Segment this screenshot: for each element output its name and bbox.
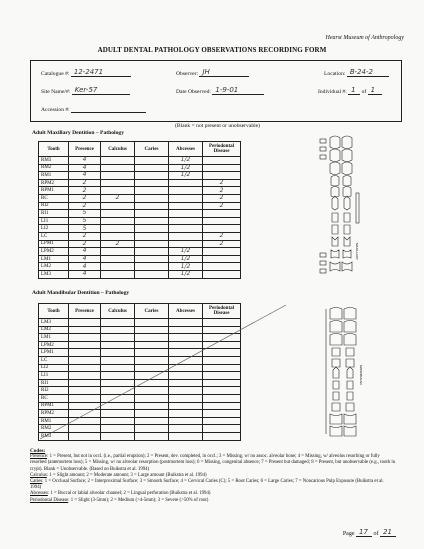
- maxillary-calculus-cell[interactable]: [101, 202, 135, 210]
- maxillary-calculus-cell[interactable]: [101, 240, 135, 248]
- tooth-id: [39, 172, 69, 180]
- cell-value: 4: [82, 262, 87, 270]
- mandibular-chart-label: MANDIBULAR: [359, 365, 363, 385]
- cell-value: 4: [82, 247, 87, 255]
- tooth-id: [39, 263, 69, 271]
- tooth-id: [39, 202, 69, 210]
- maxillary-col-header: Caries: [135, 142, 169, 157]
- codes-presence: Presence: 1 = Present, but not in occl. (i.e., partial eruption); 2 = Present, dev. completed, in occl.; 3 = Missing, w/ no assoc. alveolar bone; 4 = Missing, w/ alveolus resorbing or fully resorbed (antemortem loss); 5 = Missing, w/ no alveolar resorption (postmortem loss); 6 = Missing, congenital absence; 7 = Present but damaged; 8 = Present, but unobservable (e.g., tooth in crypt). Blank = Unobservable. (Based on Buikstra et al. 1994): [30, 454, 396, 472]
- cell-value: 1/2: [180, 262, 191, 270]
- maxillary-row: [39, 210, 241, 218]
- maxillary-presence-cell[interactable]: [69, 270, 101, 278]
- maxillary-row: [39, 240, 241, 248]
- maxillary-row: [39, 157, 241, 165]
- cell-value: 1/2: [180, 270, 191, 278]
- tooth-id: [39, 255, 69, 263]
- maxillary-abcesses-cell[interactable]: [169, 187, 203, 195]
- cell-value: 4: [82, 156, 87, 164]
- tooth-label: LC: [41, 233, 48, 239]
- date-field[interactable]: [176, 87, 264, 95]
- accession-label: Accession #:: [41, 107, 70, 113]
- maxillary-periodontal-cell[interactable]: [203, 240, 241, 248]
- mandibular-col-header: Tooth: [39, 304, 69, 319]
- cell-value: 1/2: [180, 156, 191, 164]
- mandibular-col-header: Abcesses: [169, 304, 203, 319]
- tooth-label: LC: [41, 357, 48, 363]
- maxillary-caries-cell[interactable]: [135, 172, 169, 180]
- tooth-id: [39, 179, 69, 187]
- maxillary-calculus-cell[interactable]: [101, 270, 135, 278]
- tooth-id: [39, 187, 69, 195]
- header-box: [30, 60, 402, 122]
- maxillary-table: [38, 141, 241, 279]
- site-field[interactable]: [41, 87, 130, 95]
- codes-periodontal: Periodontal Disease: 1 = Slight (3-5mm); 2 = Medium (>4-5mm); 3 = Severe (>50% of root): [30, 497, 209, 503]
- date-label: Date Observed:: [176, 89, 211, 95]
- tooth-label: RPM2: [41, 410, 55, 416]
- tooth-id: [39, 270, 69, 278]
- page-current: 17: [359, 528, 368, 536]
- maxillary-row: [39, 194, 241, 202]
- maxillary-caries-cell[interactable]: [135, 164, 169, 172]
- cell-value: 2: [219, 201, 224, 209]
- cell-value: 4: [82, 270, 87, 278]
- maxillary-row: [39, 172, 241, 180]
- tooth-label: RC: [41, 195, 48, 201]
- maxillary-periodontal-cell[interactable]: [203, 248, 241, 256]
- individual-value: 1: [351, 86, 356, 94]
- maxillary-periodontal-cell[interactable]: [203, 217, 241, 225]
- maxillary-calculus-cell[interactable]: [101, 172, 135, 180]
- codes-calculus: Calculus: 1 = Slight amount; 2 = Moderate amount; 3 = Large amount (Buikstra et al. 1994): [30, 472, 207, 478]
- cell-value: 1/2: [180, 255, 191, 263]
- maxillary-row: [39, 263, 241, 271]
- codes-legend: [30, 448, 396, 504]
- tooth-id: [39, 248, 69, 256]
- blank-note: (Blank = not present or unobservable): [175, 123, 261, 129]
- cell-value: 1/2: [180, 163, 191, 171]
- tooth-label: RM3: [41, 433, 52, 439]
- catalogue-value: 12-2471: [73, 68, 104, 76]
- maxillary-calculus-cell[interactable]: [101, 248, 135, 256]
- tooth-label: LM2: [41, 327, 51, 333]
- maxillary-col-header: Abcesses: [169, 142, 203, 157]
- tooth-label: LM3: [41, 319, 51, 325]
- maxillary-periodontal-cell[interactable]: [203, 263, 241, 271]
- maxillary-calculus-cell[interactable]: [101, 210, 135, 218]
- maxillary-abcesses-cell[interactable]: [169, 270, 203, 278]
- cell-value: 2: [115, 194, 120, 202]
- maxillary-row: [39, 248, 241, 256]
- mandibular-col-header: Presence: [69, 304, 101, 319]
- location-value: B-24-2: [349, 68, 373, 76]
- mandibular-strike-line: [38, 303, 288, 441]
- tooth-label: LI1: [41, 218, 49, 224]
- tooth-id: [39, 194, 69, 202]
- tooth-label: LPM2: [41, 248, 54, 254]
- tooth-label: RPM1: [41, 188, 55, 194]
- cell-value: 4: [82, 255, 87, 263]
- cell-value: 2: [219, 179, 224, 187]
- tooth-id: [39, 164, 69, 172]
- tooth-label: LI1: [41, 372, 49, 378]
- cell-value: 2: [219, 239, 224, 247]
- mandibular-dental-chart: [318, 305, 370, 440]
- tooth-id: [39, 210, 69, 218]
- maxillary-calculus-cell[interactable]: [101, 164, 135, 172]
- tooth-label: RM2: [41, 426, 52, 432]
- mandibular-col-header: Caries: [135, 304, 169, 319]
- maxillary-row: [39, 179, 241, 187]
- cell-value: 2: [82, 239, 87, 247]
- maxillary-calculus-cell[interactable]: [101, 157, 135, 165]
- mandibular-col-header: Calculus: [101, 304, 135, 319]
- cell-value: 5: [82, 224, 87, 232]
- accession-field[interactable]: [41, 105, 146, 113]
- maxillary-caries-cell[interactable]: [135, 232, 169, 240]
- maxillary-abcesses-cell[interactable]: [169, 202, 203, 210]
- codes-caries: Caries: 1 = Occlusal Surface; 2 = Interproximal Surface; 3 = Smooth Surface; 4 = Cervical Caries (C); 5 = Root Caries; 6 = Large Caries; 7 = Noncarious Pulp Exposure (Buikstra et al. 1994): [30, 479, 384, 491]
- maxillary-abcesses-cell[interactable]: [169, 217, 203, 225]
- of-value: 1: [370, 86, 376, 94]
- maxillary-abcesses-cell[interactable]: [169, 210, 203, 218]
- maxillary-abcesses-cell[interactable]: [169, 232, 203, 240]
- cell-value: 2: [82, 194, 87, 202]
- maxillary-row: [39, 164, 241, 172]
- maxillary-caries-cell[interactable]: [135, 270, 169, 278]
- maxillary-caries-cell[interactable]: [135, 194, 169, 202]
- location-label: Location:: [324, 71, 346, 77]
- maxillary-dental-chart: [316, 133, 368, 283]
- maxillary-caries-cell[interactable]: [135, 217, 169, 225]
- tooth-label: LPM1: [41, 350, 54, 356]
- maxillary-row: [39, 270, 241, 278]
- maxillary-calculus-cell[interactable]: [101, 255, 135, 263]
- of-label: of: [361, 89, 367, 95]
- catalogue-label: Catalogue #:: [41, 71, 70, 77]
- maxillary-caries-cell[interactable]: [135, 263, 169, 271]
- tooth-label: RI2: [41, 203, 49, 209]
- maxillary-periodontal-cell[interactable]: [203, 164, 241, 172]
- maxillary-abcesses-cell[interactable]: [169, 225, 203, 233]
- maxillary-col-header: Periodontal Disease: [203, 142, 241, 157]
- maxillary-periodontal-cell[interactable]: [203, 270, 241, 278]
- site-value: Ker-57: [74, 86, 98, 94]
- cell-value: 1/2: [180, 247, 191, 255]
- maxillary-abcesses-cell[interactable]: [169, 172, 203, 180]
- observer-field[interactable]: [176, 69, 249, 77]
- maxillary-periodontal-cell[interactable]: [203, 255, 241, 263]
- codes-heading: Codes:: [30, 448, 46, 454]
- maxillary-periodontal-cell[interactable]: [203, 157, 241, 165]
- maxillary-calculus-cell[interactable]: [101, 225, 135, 233]
- tooth-label: RM3: [41, 157, 52, 163]
- maxillary-calculus-cell[interactable]: [101, 263, 135, 271]
- tooth-label: LM3: [41, 271, 51, 277]
- maxillary-caries-cell[interactable]: [135, 240, 169, 248]
- maxillary-row: [39, 255, 241, 263]
- tooth-label: LM2: [41, 264, 51, 270]
- tooth-id: [39, 232, 69, 240]
- institution-name: Hearst Museum of Anthropology: [325, 35, 404, 41]
- tooth-label: RI1: [41, 380, 49, 386]
- tooth-label: LI2: [41, 226, 49, 232]
- individual-field[interactable]: [318, 87, 382, 95]
- maxillary-col-header: Tooth: [39, 142, 69, 157]
- page-total: 21: [383, 528, 392, 536]
- maxillary-caries-cell[interactable]: [135, 187, 169, 195]
- cell-value: 2: [82, 179, 87, 187]
- codes-abcesses: Abcesses: 1 = Buccal or labial alveolar channel; 2 = Lingual perforation (Buikstra et al. 1994): [30, 491, 211, 497]
- cell-value: 1/2: [180, 171, 191, 179]
- cell-value: 5: [82, 209, 87, 217]
- tooth-label: RM2: [41, 165, 52, 171]
- maxillary-row: [39, 232, 241, 240]
- maxillary-section-title: Adult Maxillary Dentition – Pathology: [32, 130, 124, 136]
- observer-value: JH: [202, 68, 210, 76]
- individual-label: Individual #:: [318, 89, 347, 95]
- tooth-label: LI2: [41, 365, 49, 371]
- cell-value: 2: [82, 186, 87, 194]
- maxillary-abcesses-cell[interactable]: [169, 179, 203, 187]
- site-label: Site Name/#:: [41, 89, 71, 95]
- tooth-label: LM1: [41, 256, 51, 262]
- maxillary-row: [39, 217, 241, 225]
- tooth-id: [39, 217, 69, 225]
- cell-value: 2: [82, 232, 87, 240]
- maxillary-calculus-cell[interactable]: [101, 194, 135, 202]
- tooth-label: RM1: [41, 418, 52, 424]
- tooth-label: RI1: [41, 210, 49, 216]
- tooth-label: RPM2: [41, 180, 55, 186]
- tooth-label: RPM1: [41, 403, 55, 409]
- maxillary-caries-cell[interactable]: [135, 157, 169, 165]
- cell-value: 2: [82, 201, 87, 209]
- maxillary-row: [39, 202, 241, 210]
- cell-value: 2: [219, 232, 224, 240]
- cell-value: 4: [82, 163, 87, 171]
- page-number: Page 17 of 21: [343, 529, 396, 537]
- maxillary-caries-cell[interactable]: [135, 255, 169, 263]
- maxillary-caries-cell[interactable]: [135, 179, 169, 187]
- cell-value: 5: [82, 217, 87, 225]
- form-title: ADULT DENTAL PATHOLOGY OBSERVATIONS RECORDING FORM: [97, 46, 327, 54]
- mandibular-col-header: Periodontal Disease: [203, 304, 241, 319]
- maxillary-caries-cell[interactable]: [135, 210, 169, 218]
- maxillary-caries-cell[interactable]: [135, 248, 169, 256]
- maxillary-caries-cell[interactable]: [135, 225, 169, 233]
- maxillary-caries-cell[interactable]: [135, 202, 169, 210]
- cell-value: 2: [115, 239, 120, 247]
- catalogue-field[interactable]: [41, 69, 131, 77]
- maxillary-row: [39, 187, 241, 195]
- cell-value: 2: [219, 194, 224, 202]
- location-field[interactable]: [324, 69, 389, 77]
- maxillary-abcesses-cell[interactable]: [169, 194, 203, 202]
- maxillary-calculus-cell[interactable]: [101, 217, 135, 225]
- maxillary-col-header: Presence: [69, 142, 101, 157]
- maxillary-row: [39, 225, 241, 233]
- tooth-label: LPM2: [41, 342, 54, 348]
- mandibular-section-title: Adult Mandibular Dentition – Pathology: [32, 290, 130, 296]
- tooth-label: RC: [41, 395, 48, 401]
- maxillary-chart-label: MAXILLARY: [355, 243, 359, 260]
- maxillary-periodontal-cell[interactable]: [203, 210, 241, 218]
- maxillary-periodontal-cell[interactable]: [203, 202, 241, 210]
- tooth-label: RI2: [41, 388, 49, 394]
- cell-value: 2: [219, 186, 224, 194]
- tooth-id: [39, 240, 69, 248]
- date-value: 1-9-01: [215, 86, 239, 94]
- tooth-id: [39, 157, 69, 165]
- tooth-label: LM1: [41, 334, 51, 340]
- observer-label: Observer:: [176, 71, 199, 77]
- maxillary-col-header: Calculus: [101, 142, 135, 157]
- maxillary-calculus-cell[interactable]: [101, 179, 135, 187]
- tooth-label: RM1: [41, 172, 52, 178]
- cell-value: 4: [82, 171, 87, 179]
- tooth-id: [39, 225, 69, 233]
- tooth-label: LPM1: [41, 241, 54, 247]
